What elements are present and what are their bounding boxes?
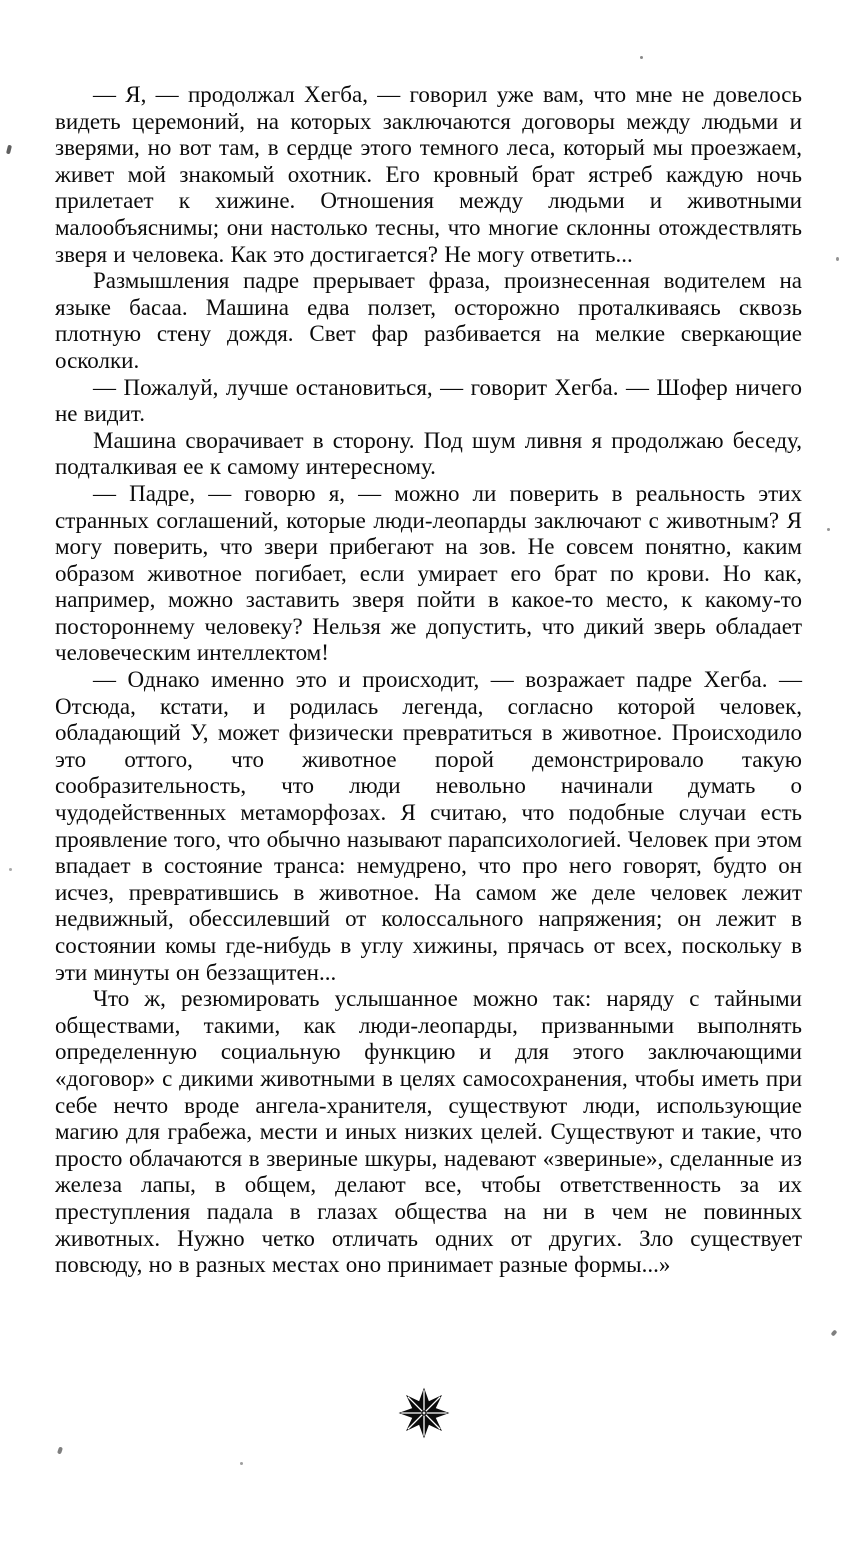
paragraph: Размышления падре прерывает фраза, произнесенная водителем на языке басаа. Машина едва ползет, осторожно проталкиваясь сквозь плотную стену дождя. Свет фар разбивается на мелкие сверкающие осколки. [55, 268, 802, 373]
paragraph: Что ж, резюмировать услышанное можно так: наряду с тайными обществами, такими, как люди-леопарды, призванными выполнять определенную социальную функцию и для этого заключающими «договор» с дикими животными в целях самосохранения, чтобы иметь при себе нечто вроде ангела-хранителя, существуют люди, использующие магию для грабежа, мести и иных низких целей. Существуют и такие, что просто облачаются в звериные шкуры, надевают «звериные», сделанные из железа лапы, в общем, делают все, чтобы ответственность за их преступления падала в глазах общества на ни в чем не повинных животных. Нужно четко отличать одних от других. Зло существует повсюду, но в разных местах оно принимает разные формы...» [55, 986, 802, 1278]
scan-speck [6, 145, 12, 155]
eight-pointed-star-icon [396, 1384, 452, 1442]
scan-speck [836, 257, 839, 261]
scan-speck [827, 528, 830, 531]
paragraph: — Пожалуй, лучше остановиться, — говорит Хегба. — Шофер ничего не видит. [55, 374, 802, 427]
scan-speck [57, 1447, 63, 1455]
paragraph: — Я, — продолжал Хегба, — говорил уже вам, что мне не довелось видеть церемоний, на которых заключаются договоры между людьми и зверями, но вот там, в сердце этого темного леса, который мы проезжаем, живет мой знакомый охотник. Его кровный брат ястреб каждую ночь прилетает к хижине. Отношения между людьми и животными малообъяснимы; они настолько тесны, что многие склонны отождествлять зверя и человека. Как это достигается? Не могу ответить... [55, 82, 802, 267]
paragraph: Машина сворачивает в сторону. Под шум ливня я продолжаю беседу, подталкивая ее к самому интересному. [55, 427, 802, 480]
body-text [55, 82, 802, 1279]
scan-speck [831, 1329, 838, 1336]
scan-speck [640, 56, 643, 59]
scan-speck [240, 1462, 243, 1465]
scan-speck [9, 868, 12, 871]
paragraph: — Однако именно это и происходит, — возражает падре Хегба. — Отсюда, кстати, и родилась легенда, согласно которой человек, обладающий У, может физически превратиться в животное. Происходило это оттого, что животное порой демонстрировало такую сообразительность, что люди невольно начинали думать о чудодейственных метаморфозах. Я считаю, что подобные случаи есть проявление того, что обычно называют парапсихологией. Человек при этом впадает в состояние транса: немудрено, что про него говорят, будто он исчез, превратившись в животное. На самом же деле человек лежит недвижный, обессилевший от колоссального напряжения; он лежит в состоянии комы где-нибудь в углу хижины, прячась от всех, поскольку в эти минуты он беззащитен... [55, 667, 802, 985]
paragraph: — Падре, — говорю я, — можно ли поверить в реальность этих странных соглашений, которые люди-леопарды заключают с животным? Я могу поверить, что звери прибегают на зов. Не совсем понятно, каким образом животное погибает, если умирает его брат по крови. Но как, например, можно заставить зверя пойти в какое-то место, к какому-то постороннему человеку? Нельзя же допустить, что дикий зверь обладает человеческим интеллектом! [55, 480, 802, 666]
section-divider [0, 1384, 848, 1447]
